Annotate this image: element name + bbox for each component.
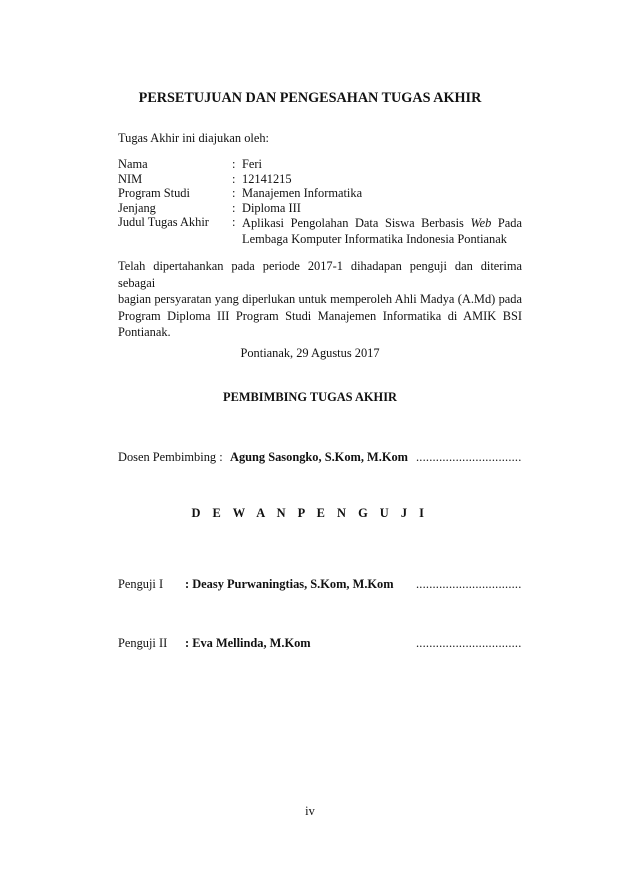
judul-line-1: Aplikasi Pengolahan Data Siswa Berbasis Web Pada: [242, 216, 523, 230]
field-separator: :: [232, 172, 236, 186]
field-label-nim: NIM: [118, 172, 143, 186]
field-value-nim: 12141215: [242, 172, 292, 186]
field-label-nama: Nama: [118, 157, 148, 171]
intro-text: Tugas Akhir ini diajukan oleh:: [118, 131, 269, 145]
field-value-judul: [242, 215, 522, 247]
paragraph-line: Pontianak.: [118, 325, 171, 339]
paragraph-line: Telah dipertahankan pada periode 2017-1 dihadapan penguji dan diterima sebagai: [118, 259, 522, 290]
page-number: iv: [305, 804, 315, 818]
penguji-1-name: : Deasy Purwaningtias, S.Kom, M.Kom: [185, 577, 394, 591]
field-separator: :: [232, 186, 236, 200]
pembimbing-name: Agung Sasongko, S.Kom, M.Kom: [230, 450, 408, 464]
field-label-jenjang: Jenjang: [118, 201, 156, 215]
paragraph-line: Program Diploma III Program Studi Manajemen Informatika di AMIK BSI: [118, 308, 522, 323]
pembimbing-signature-line: ................................: [416, 450, 522, 464]
penguji-2-signature-line: ................................: [416, 636, 522, 650]
field-separator: :: [232, 215, 236, 229]
field-label-judul: Judul Tugas Akhir: [118, 215, 209, 229]
place-date: Pontianak, 29 Agustus 2017: [240, 346, 380, 360]
judul-line-2: Lembaga Komputer Informatika Indonesia Pontianak: [242, 232, 507, 246]
paragraph-line: bagian persyaratan yang diperlukan untuk memperoleh Ahli Madya (A.Md) pada: [118, 292, 522, 306]
penguji-2-name: : Eva Mellinda, M.Kom: [185, 636, 311, 650]
penguji-1-label: Penguji I: [118, 577, 164, 591]
field-value-jenjang: Diploma III: [242, 201, 301, 215]
pembimbing-heading: PEMBIMBING TUGAS AKHIR: [223, 390, 397, 404]
field-value-program-studi: Manajemen Informatika: [242, 186, 363, 200]
field-value-nama: Feri: [242, 157, 262, 171]
field-separator: :: [232, 201, 236, 215]
field-separator: :: [232, 157, 236, 171]
pembimbing-label: Dosen Pembimbing :: [118, 450, 223, 464]
approval-paragraph: [118, 258, 522, 341]
dewan-penguji-heading: D E W A N P E N G U J I: [191, 506, 429, 520]
field-label-program-studi: Program Studi: [118, 186, 190, 200]
penguji-2-label: Penguji II: [118, 636, 168, 650]
page-title: PERSETUJUAN DAN PENGESAHAN TUGAS AKHIR: [138, 90, 482, 106]
penguji-1-signature-line: ................................: [416, 577, 522, 591]
